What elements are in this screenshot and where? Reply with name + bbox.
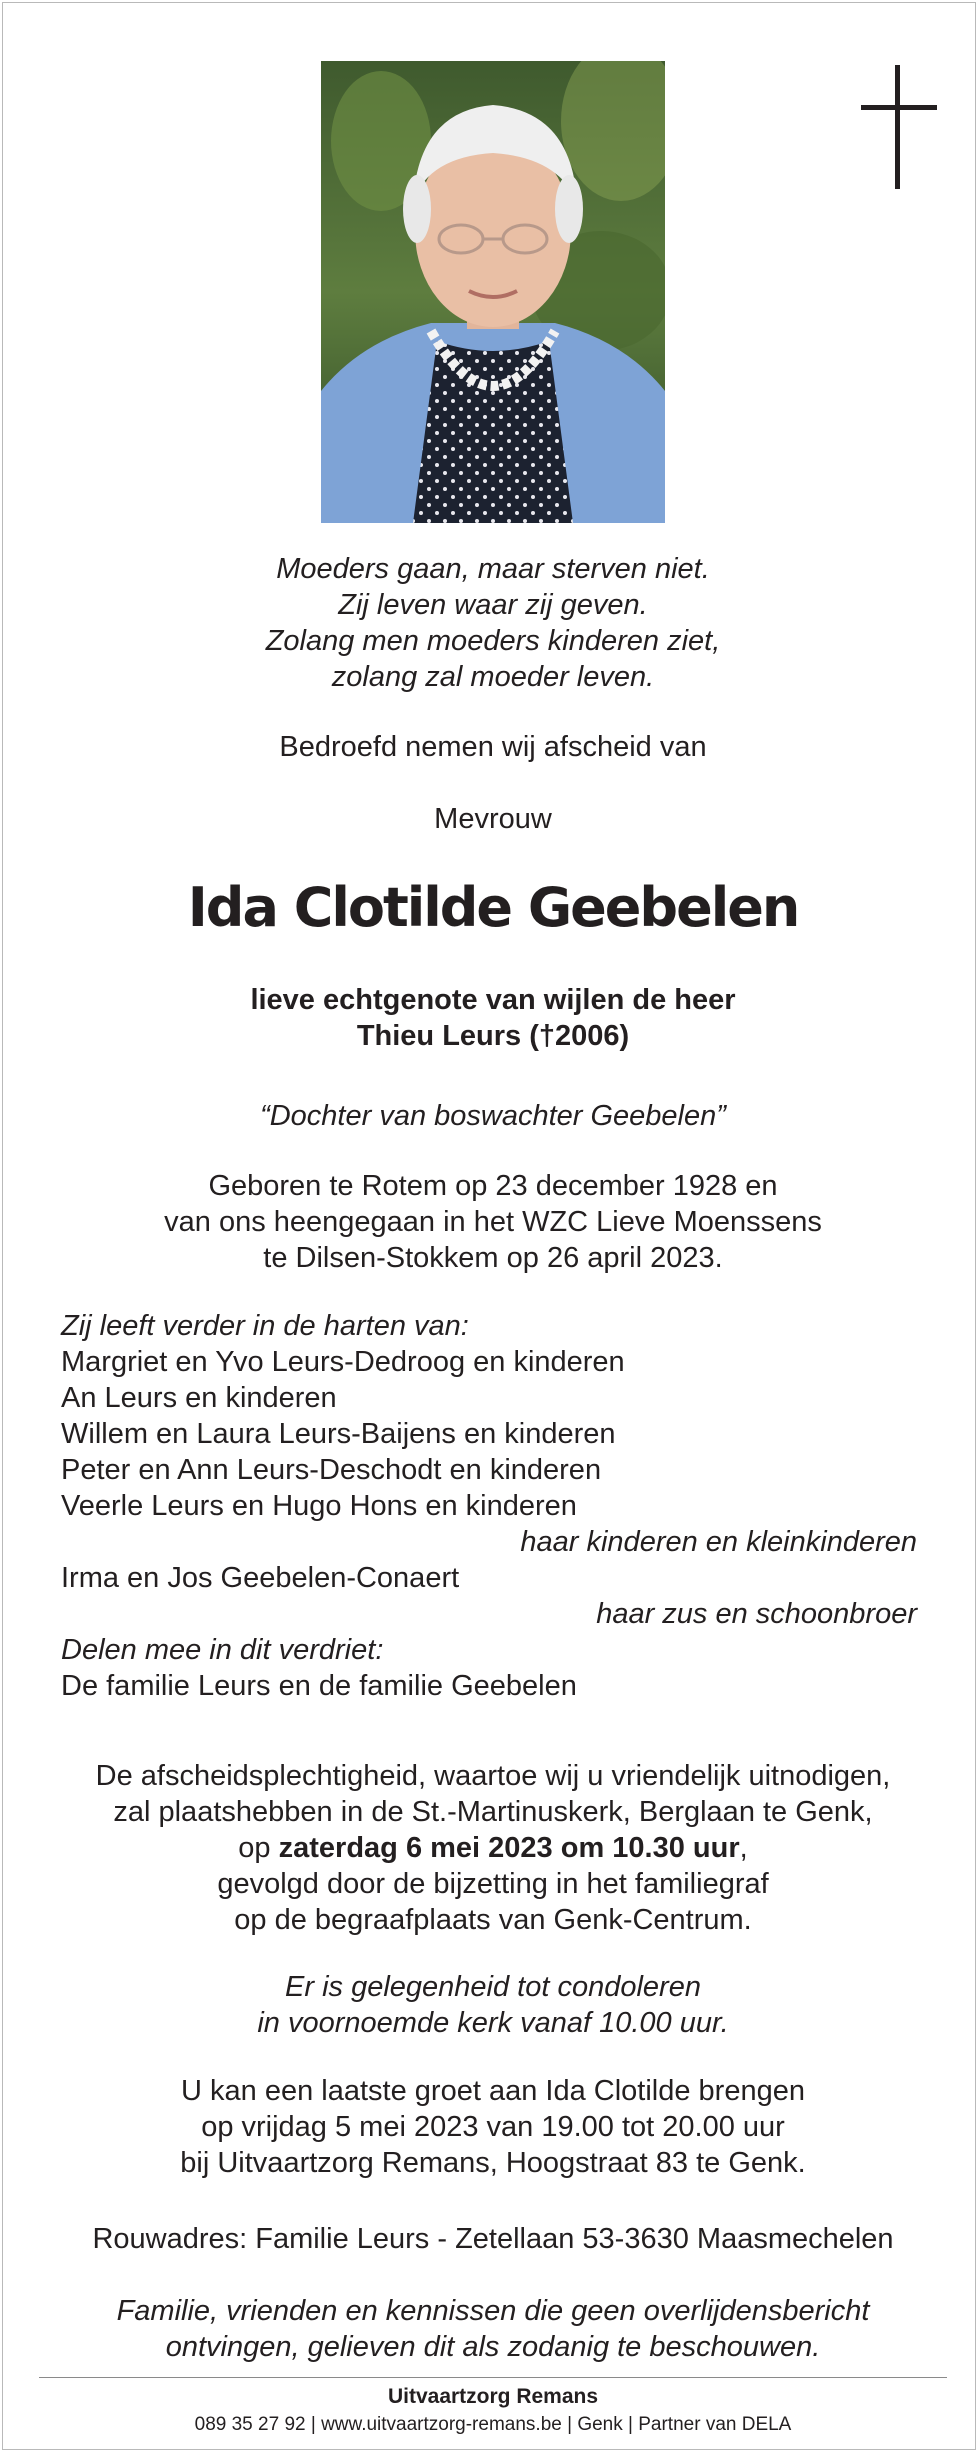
poem-line: Zolang men moeders kinderen ziet,: [265, 625, 721, 657]
birth-line: Geboren te Rotem op 23 december 1928 en: [208, 1170, 778, 1202]
family-heading: Zij leeft verder in de harten van:: [61, 1310, 469, 1342]
visit-line: U kan een laatste groet aan Ida Clotilde brengen: [181, 2075, 805, 2107]
condolence-line: Er is gelegenheid tot condoleren: [285, 1971, 701, 2003]
family-member: Irma en Jos Geebelen-Conaert: [61, 1562, 460, 1594]
family-role: haar zus en schoonbroer: [596, 1598, 917, 1630]
intro-text: Bedroefd nemen wij afscheid van: [279, 731, 707, 763]
notice-line: ontvingen, gelieven dit als zodanig te beschouwen.: [165, 2331, 821, 2363]
notice-line: Familie, vrienden en kennissen die geen overlijdensbericht: [116, 2295, 870, 2327]
ceremony-date: zaterdag 6 mei 2023 om 10.30 uur: [278, 1832, 740, 1864]
birth-line: te Dilsen-Stokkem op 26 april 2023.: [263, 1242, 723, 1274]
visit-line: bij Uitvaartzorg Remans, Hoogstraat 83 te Genk.: [180, 2147, 806, 2179]
birth-line: van ons heengegaan in het WZC Lieve Moenssens: [164, 1206, 822, 1238]
family-member: Veerle Leurs en Hugo Hons en kinderen: [61, 1490, 577, 1522]
ceremony-line: zal plaatshebben in de St.-Martinuskerk, Berglaan te Genk,: [113, 1796, 873, 1828]
family-member: De familie Leurs en de familie Geebelen: [61, 1670, 577, 1702]
ceremony-suffix: ,: [739, 1832, 748, 1864]
footer-divider: [39, 2377, 947, 2378]
funeral-home-name: Uitvaartzorg Remans: [387, 2385, 599, 2408]
obituary-card: [2, 2, 976, 2450]
cross-icon: [861, 65, 937, 189]
spouse-line: Thieu Leurs (†2006): [356, 1020, 630, 1052]
ceremony-line: gevolgd door de bijzetting in het familiegraf: [217, 1868, 769, 1900]
poem-line: zolang zal moeder leven.: [331, 661, 655, 693]
mourning-address: Rouwadres: Familie Leurs - Zetellaan 53-3630 Maasmechelen: [92, 2223, 894, 2255]
share-heading: Delen mee in dit verdriet:: [61, 1634, 384, 1666]
ceremony-line: op de begraafplaats van Genk-Centrum.: [234, 1904, 752, 1936]
family-member: Peter en Ann Leurs-Deschodt en kinderen: [61, 1454, 602, 1486]
portrait-photo: [321, 61, 665, 523]
honorific: Mevrouw: [434, 803, 552, 835]
family-member: Willem en Laura Leurs-Baijens en kinderen: [61, 1418, 616, 1450]
condolence-line: in voornoemde kerk vanaf 10.00 uur.: [257, 2007, 729, 2039]
family-member: An Leurs en kinderen: [61, 1382, 337, 1414]
poem-line: Moeders gaan, maar sterven niet.: [276, 553, 710, 585]
family-member: Margriet en Yvo Leurs-Dedroog en kinderen: [61, 1346, 625, 1378]
funeral-home-contact: 089 35 27 92 | www.uitvaartzorg-remans.be | Genk | Partner van DELA: [194, 2414, 792, 2435]
visit-line: op vrijdag 5 mei 2023 van 19.00 tot 20.00 uur: [201, 2111, 785, 2143]
deceased-name: Ida Clotilde Geebelen: [187, 876, 799, 939]
ceremony-line: [3, 1830, 980, 1866]
ceremony-prefix: op: [238, 1832, 279, 1864]
spouse-line: lieve echtgenote van wijlen de heer: [250, 984, 736, 1016]
family-role: haar kinderen en kleinkinderen: [520, 1526, 917, 1558]
poem-line: Zij leven waar zij geven.: [338, 589, 648, 621]
nickname-quote: “Dochter van boswachter Geebelen”: [260, 1100, 726, 1132]
ceremony-line: De afscheidsplechtigheid, waartoe wij u vriendelijk uitnodigen,: [95, 1760, 891, 1792]
